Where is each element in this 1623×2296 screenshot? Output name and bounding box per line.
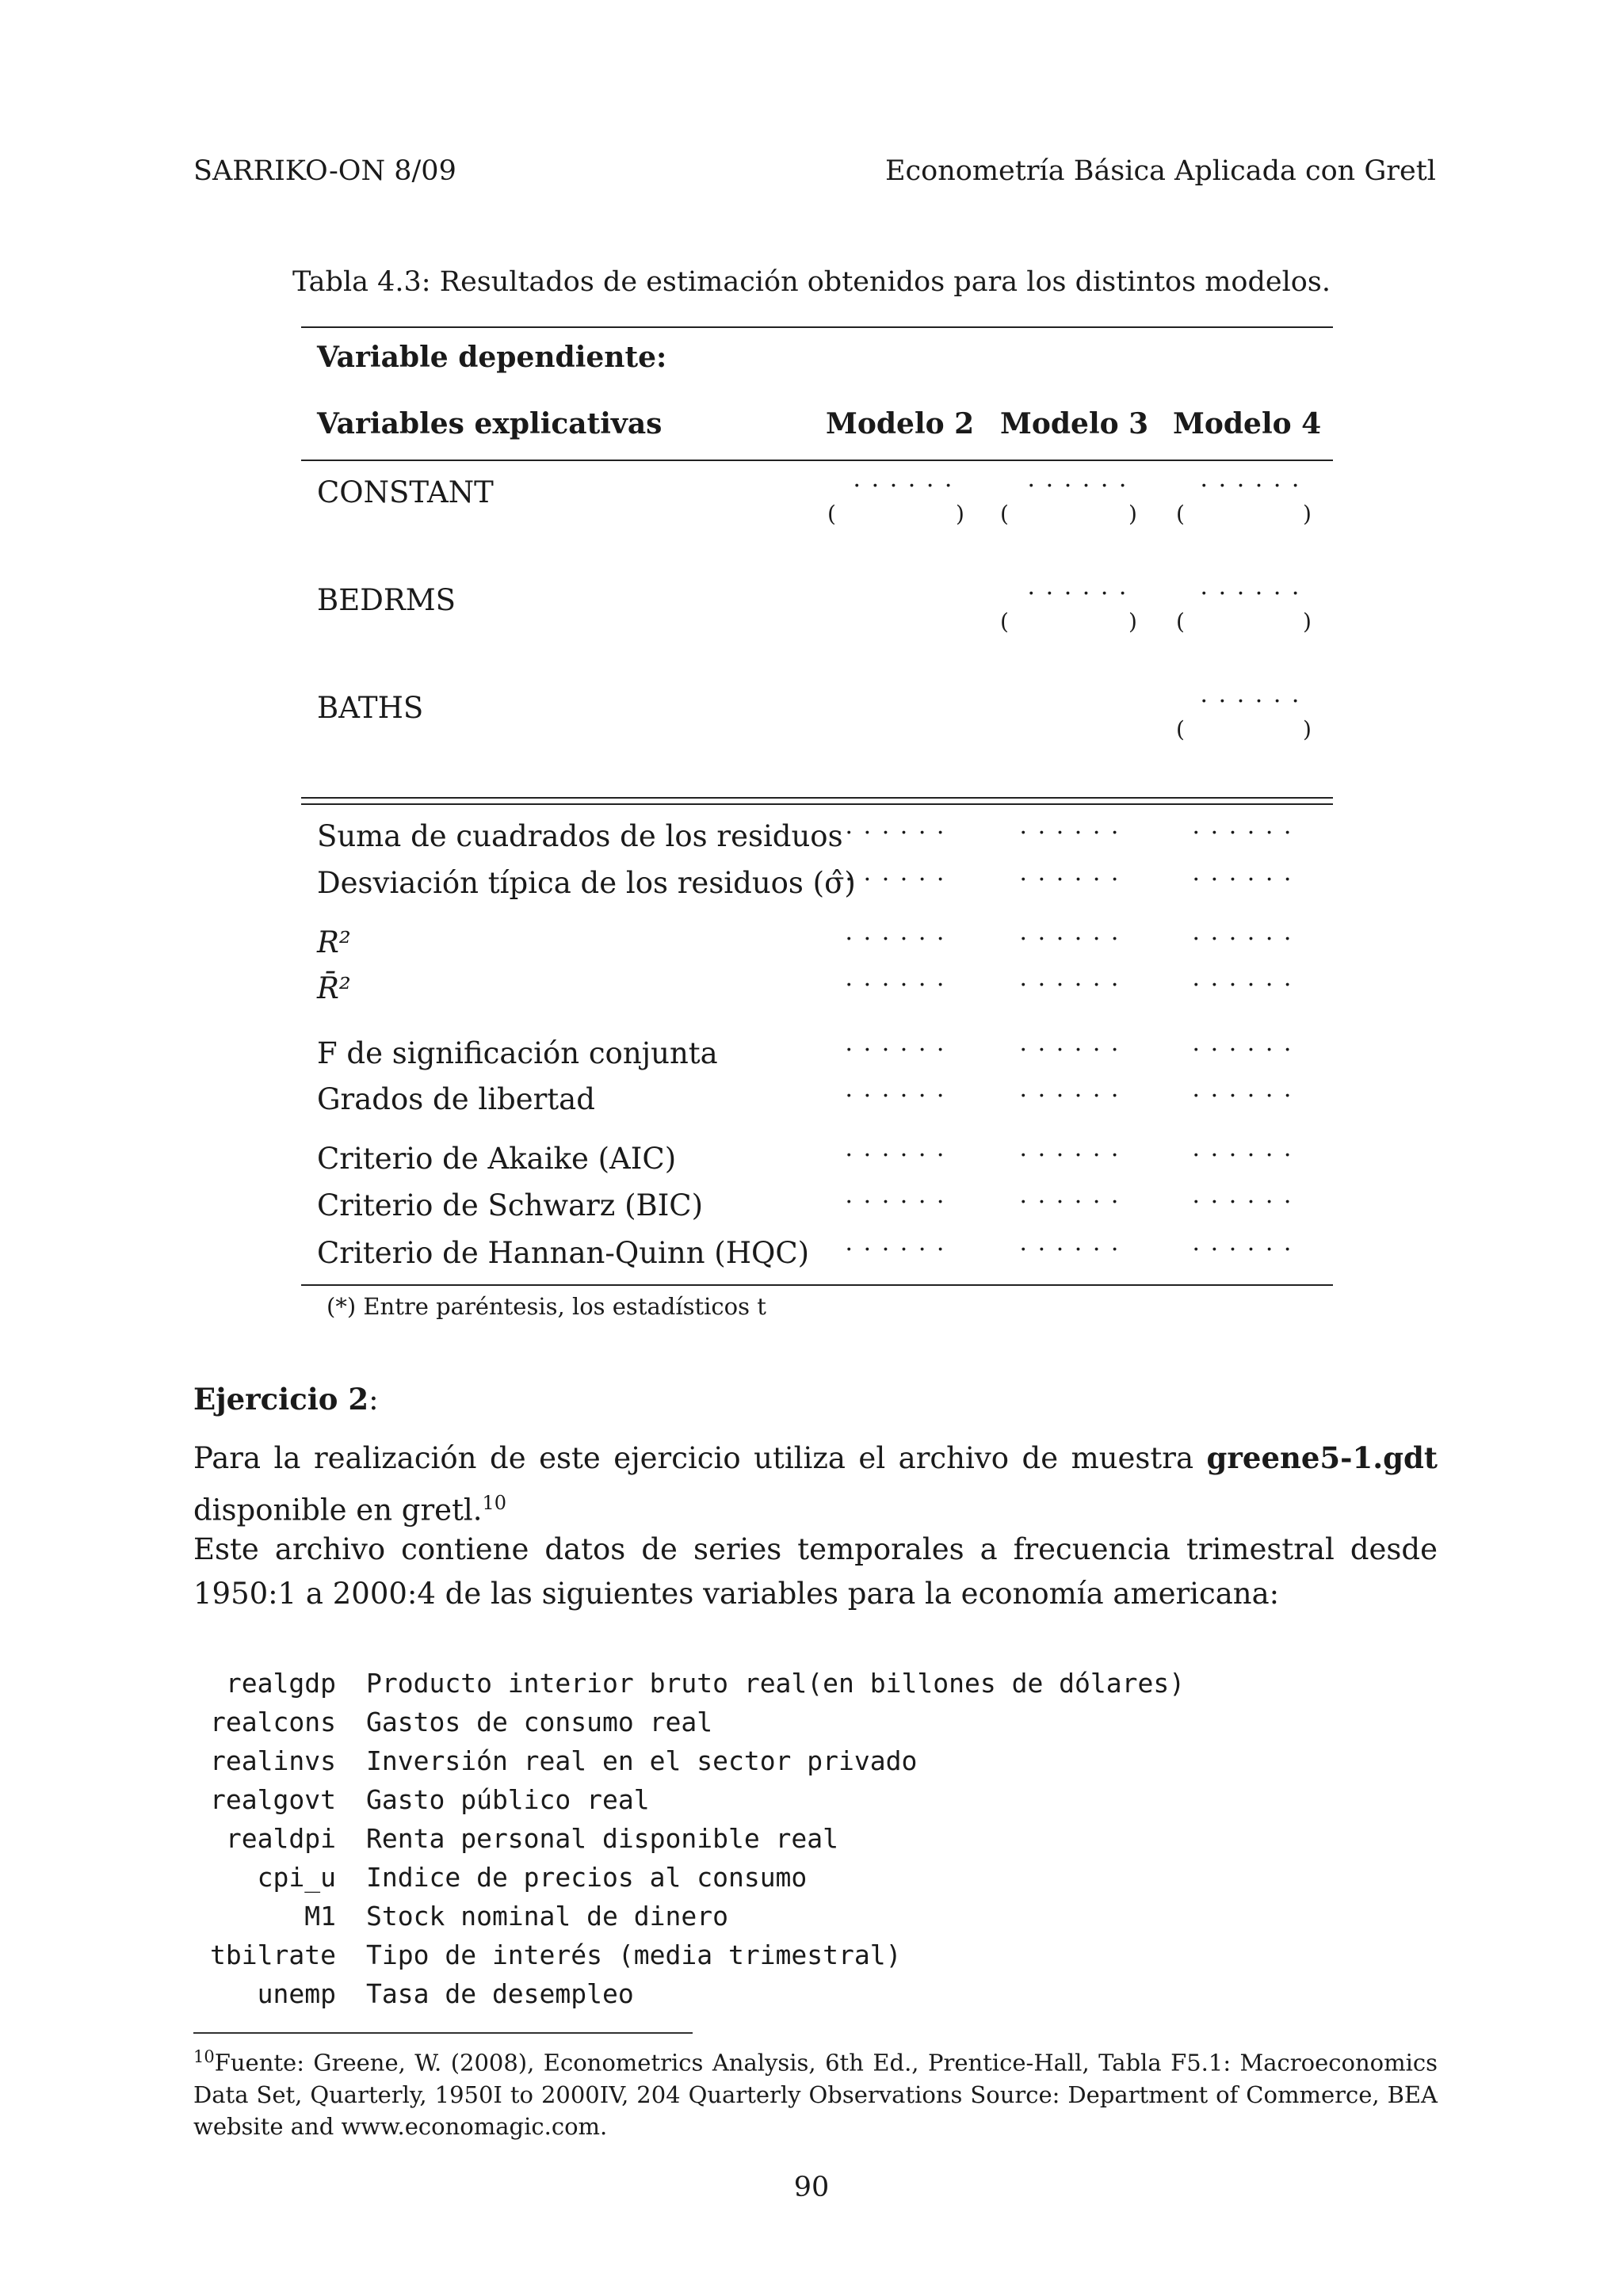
variable-description: Inversión real en el sector privado xyxy=(366,1745,918,1776)
stat-placeholder: · · · · · · xyxy=(1019,1142,1121,1169)
stat-placeholder: · · · · · · xyxy=(845,1236,946,1264)
table-caption: Tabla 4.3: Resultados de estimación obtenidos para los distintos modelos. xyxy=(292,266,1331,298)
page-number: 90 xyxy=(793,2172,830,2203)
table-note: (*) Entre paréntesis, los estadísticos t xyxy=(327,1293,766,1320)
exercise-paragraph-2: Este archivo contiene datos de series temporales a frecuencia trimestral desde 1950:1 a 2000:4 de las siguientes variables para la economía americana: xyxy=(193,1532,1438,1611)
stat-placeholder: · · · · · · xyxy=(1019,1188,1121,1216)
stat-placeholder: · · · · · · xyxy=(1192,866,1293,894)
tstat-close-paren: ) xyxy=(1128,608,1137,635)
stat-placeholder: · · · · · · xyxy=(1192,1236,1293,1264)
stat-row-label: F de significación conjunta xyxy=(317,1036,718,1070)
variable-name: cpi_u xyxy=(257,1862,336,1893)
variable-name: realcons xyxy=(210,1707,336,1737)
stat-placeholder: · · · · · · xyxy=(845,1082,946,1110)
variable-name: realgovt xyxy=(210,1784,336,1815)
footnote-text: Fuente: Greene, W. (2008), Econometrics Analysis, 6th Ed., Prentice-Hall, Tabla F5.1: Macroeconomics Data Set, Quarterly, 1950I to 2000IV, 204 Quarterly Observations Source: Department of Commerce, BEA website and www.economagic.com. xyxy=(193,2049,1438,2140)
variable-description: Stock nominal de dinero xyxy=(366,1901,728,1932)
model-3-header: Modelo 3 xyxy=(1000,407,1149,441)
tstat-open-paren: ( xyxy=(1176,608,1185,635)
stat-placeholder: · · · · · · xyxy=(1192,1142,1293,1169)
coef-placeholder: · · · · · · xyxy=(1027,472,1128,500)
variable-description: Indice de precios al consumo xyxy=(366,1862,808,1893)
coef-row-label: BEDRMS xyxy=(317,583,456,617)
explanatory-variables-header: Variables explicativas xyxy=(317,407,663,441)
coef-placeholder: · · · · · · xyxy=(1200,688,1301,715)
tstat-close-paren: ) xyxy=(1128,501,1137,527)
stat-placeholder: · · · · · · xyxy=(845,1036,946,1064)
stat-placeholder: · · · · · · xyxy=(845,971,946,999)
stat-row-label: Criterio de Akaike (AIC) xyxy=(317,1142,677,1176)
variable-name: realdpi xyxy=(225,1823,336,1854)
stat-row-label: Desviación típica de los residuos (σ̂) xyxy=(317,866,856,900)
variable-name: tbilrate xyxy=(210,1939,336,1970)
p1-text-before: Para la realización de este ejercicio utiliza el archivo de muestra xyxy=(193,1441,1207,1475)
tstat-close-paren: ) xyxy=(1303,608,1312,635)
footnote-number: 10 xyxy=(193,2047,215,2066)
stat-placeholder: · · · · · · xyxy=(1019,819,1121,847)
exercise-paragraph-1 xyxy=(193,1436,1438,1532)
stat-row-label: Criterio de Schwarz (BIC) xyxy=(317,1188,704,1222)
stat-placeholder: · · · · · · xyxy=(845,1142,946,1169)
variable-name: unemp xyxy=(257,1978,336,2009)
variable-name: realinvs xyxy=(210,1745,336,1776)
stat-placeholder: · · · · · · xyxy=(1019,1036,1121,1064)
footnote xyxy=(193,2041,1438,2142)
footnote-reference: 10 xyxy=(482,1492,507,1514)
variable-name: M1 xyxy=(304,1901,336,1932)
footnote-rule xyxy=(193,2032,693,2034)
dependent-variable-label: Variable dependiente: xyxy=(317,341,667,374)
exercise-title-colon: : xyxy=(369,1383,379,1417)
model-4-header: Modelo 4 xyxy=(1173,407,1322,441)
stat-placeholder: · · · · · · xyxy=(845,819,946,847)
tstat-open-paren: ( xyxy=(1000,501,1009,527)
coef-placeholder: · · · · · · xyxy=(1027,580,1128,608)
stat-row-label: R̄² xyxy=(317,971,351,1005)
variable-description: Producto interior bruto real(en billones de dólares) xyxy=(366,1668,1186,1699)
double-rule-top xyxy=(301,797,1333,799)
coef-placeholder: · · · · · · xyxy=(1200,472,1301,500)
stat-placeholder: · · · · · · xyxy=(845,1188,946,1216)
stat-placeholder: · · · · · · xyxy=(845,925,946,953)
stat-placeholder: · · · · · · xyxy=(845,866,946,894)
variable-description: Tipo de interés (media trimestral) xyxy=(366,1939,902,1970)
variable-description: Tasa de desempleo xyxy=(366,1978,634,2009)
stat-placeholder: · · · · · · xyxy=(1019,1082,1121,1110)
stat-placeholder: · · · · · · xyxy=(1192,971,1293,999)
coef-row-label: BATHS xyxy=(317,691,424,725)
tstat-open-paren: ( xyxy=(827,501,836,527)
stat-placeholder: · · · · · · xyxy=(1192,925,1293,953)
sample-file-name: greene5-1.gdt xyxy=(1206,1440,1438,1475)
header-rule xyxy=(301,460,1333,461)
tstat-close-paren: ) xyxy=(956,501,964,527)
variable-description: Gasto público real xyxy=(366,1784,650,1815)
model-2-header: Modelo 2 xyxy=(826,407,975,441)
variable-name: realgdp xyxy=(225,1668,336,1699)
exercise-title-text: Ejercicio 2 xyxy=(193,1382,369,1417)
stat-placeholder: · · · · · · xyxy=(1019,1236,1121,1264)
stat-row-label: Suma de cuadrados de los residuos xyxy=(317,819,843,853)
tstat-close-paren: ) xyxy=(1303,716,1312,742)
variable-description: Gastos de consumo real xyxy=(366,1707,713,1737)
stat-placeholder: · · · · · · xyxy=(1019,925,1121,953)
coef-row-label: CONSTANT xyxy=(317,475,494,509)
stat-placeholder: · · · · · · xyxy=(1192,1036,1293,1064)
coef-placeholder: · · · · · · xyxy=(1200,580,1301,608)
tstat-close-paren: ) xyxy=(1303,501,1312,527)
stat-placeholder: · · · · · · xyxy=(1192,1082,1293,1110)
coef-placeholder: · · · · · · xyxy=(853,472,954,500)
stat-placeholder: · · · · · · xyxy=(1192,1188,1293,1216)
stat-row-label: Criterio de Hannan-Quinn (HQC) xyxy=(317,1236,810,1270)
tstat-open-paren: ( xyxy=(1176,716,1185,742)
double-rule-bottom xyxy=(301,803,1333,805)
tstat-open-paren: ( xyxy=(1000,608,1009,635)
running-header-right: Econometría Básica Aplicada con Gretl xyxy=(885,155,1436,187)
p1-text-after: disponible en gretl. xyxy=(193,1493,483,1527)
table-top-rule xyxy=(301,326,1333,328)
tstat-open-paren: ( xyxy=(1176,501,1185,527)
running-header-left: SARRIKO-ON 8/09 xyxy=(193,155,456,187)
stat-row-label: Grados de libertad xyxy=(317,1082,595,1116)
stat-placeholder: · · · · · · xyxy=(1192,819,1293,847)
exercise-title xyxy=(193,1382,379,1417)
stat-placeholder: · · · · · · xyxy=(1019,971,1121,999)
variable-description: Renta personal disponible real xyxy=(366,1823,839,1854)
table-bottom-rule xyxy=(301,1284,1333,1286)
stat-row-label: R² xyxy=(317,925,351,959)
stat-placeholder: · · · · · · xyxy=(1019,866,1121,894)
